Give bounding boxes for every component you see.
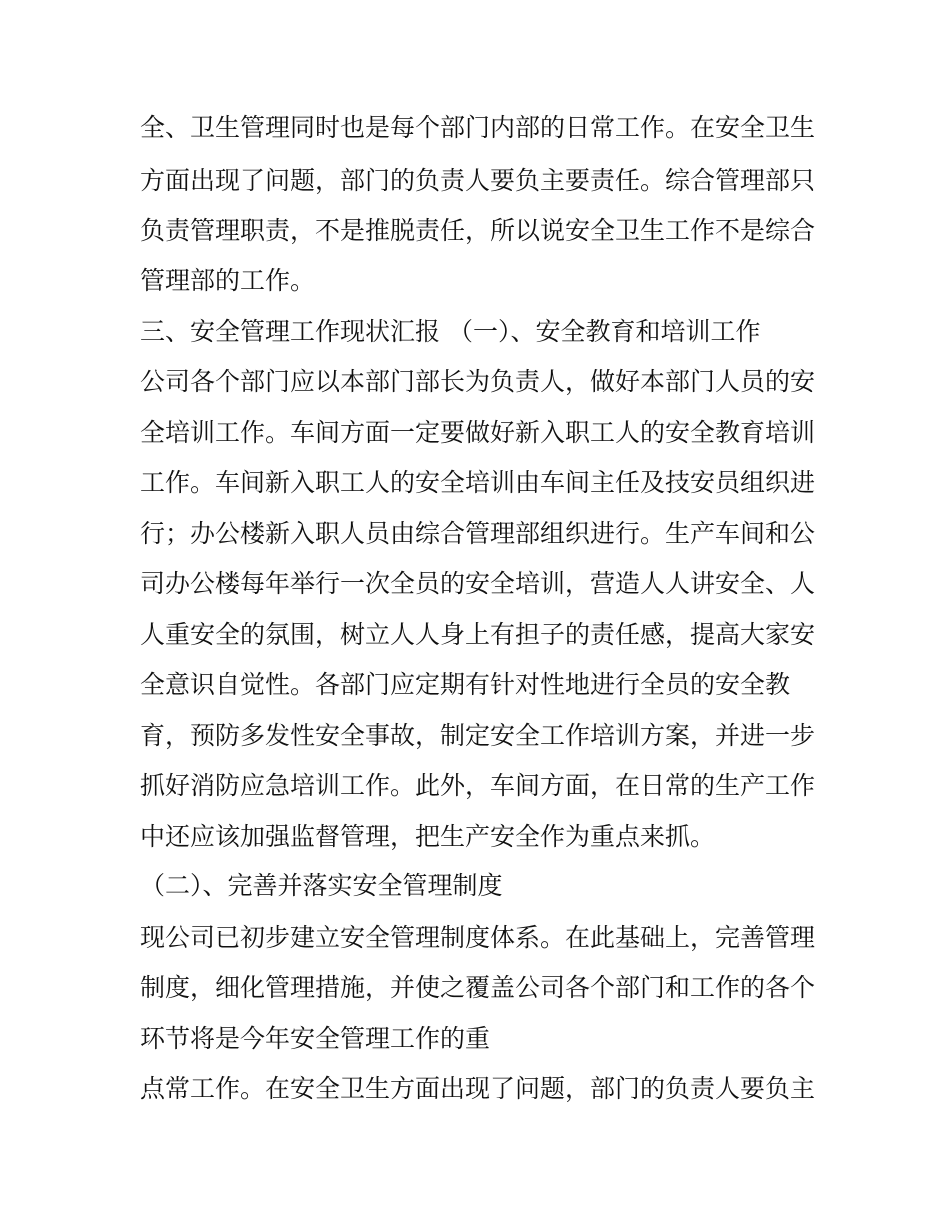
text-line: 行；办公楼新入职人员由综合管理部组织进行。生产车间和公: [140, 519, 816, 548]
text-line: 全、卫生管理同时也是每个部门内部的日常工作。在安全卫生: [140, 113, 816, 142]
text-line: 人重安全的氛围，树立人人身上有担子的责任感，提高大家安: [140, 620, 816, 649]
text-line: 负责管理职责，不是推脱责任，所以说安全卫生工作不是综合: [140, 216, 816, 245]
text-line: 全培训工作。车间方面一定要做好新入职工人的安全教育培训: [140, 418, 816, 447]
section-heading: 三、安全管理工作现状汇报 （一）、安全教育和培训工作: [140, 317, 761, 346]
text-line: 全意识自觉性。各部门应定期有针对性地进行全员的安全教: [140, 670, 791, 699]
text-line: 中还应该加强监督管理，把生产安全作为重点来抓。: [140, 822, 716, 851]
text-line: 方面出现了问题，部门的负责人要负主要责任。综合管理部只: [140, 166, 816, 195]
subsection-heading: （二）、完善并落实安全管理制度: [140, 871, 503, 900]
text-line: 育，预防多发性安全事故，制定安全工作培训方案，并进一步: [140, 721, 816, 750]
text-line: 管理部的工作。: [140, 266, 316, 295]
text-line: 抓好消防应急培训工作。此外，车间方面，在日常的生产工作: [140, 771, 816, 800]
text-line: 点常工作。在安全卫生方面出现了问题，部门的负责人要负主: [140, 1074, 816, 1103]
text-line: 司办公楼每年举行一次全员的安全培训，营造人人讲安全、人: [140, 569, 816, 598]
text-line: 公司各个部门应以本部门部长为负责人，做好本部门人员的安: [140, 367, 816, 396]
text-line: 制度，细化管理措施，并使之覆盖公司各个部门和工作的各个: [140, 973, 816, 1002]
text-line: 现公司已初步建立安全管理制度体系。在此基础上，完善管理: [140, 923, 816, 952]
text-line: 环节将是今年安全管理工作的重: [140, 1024, 491, 1053]
text-line: 工作。车间新入职工人的安全培训由车间主任及技安员组织进: [140, 468, 816, 497]
